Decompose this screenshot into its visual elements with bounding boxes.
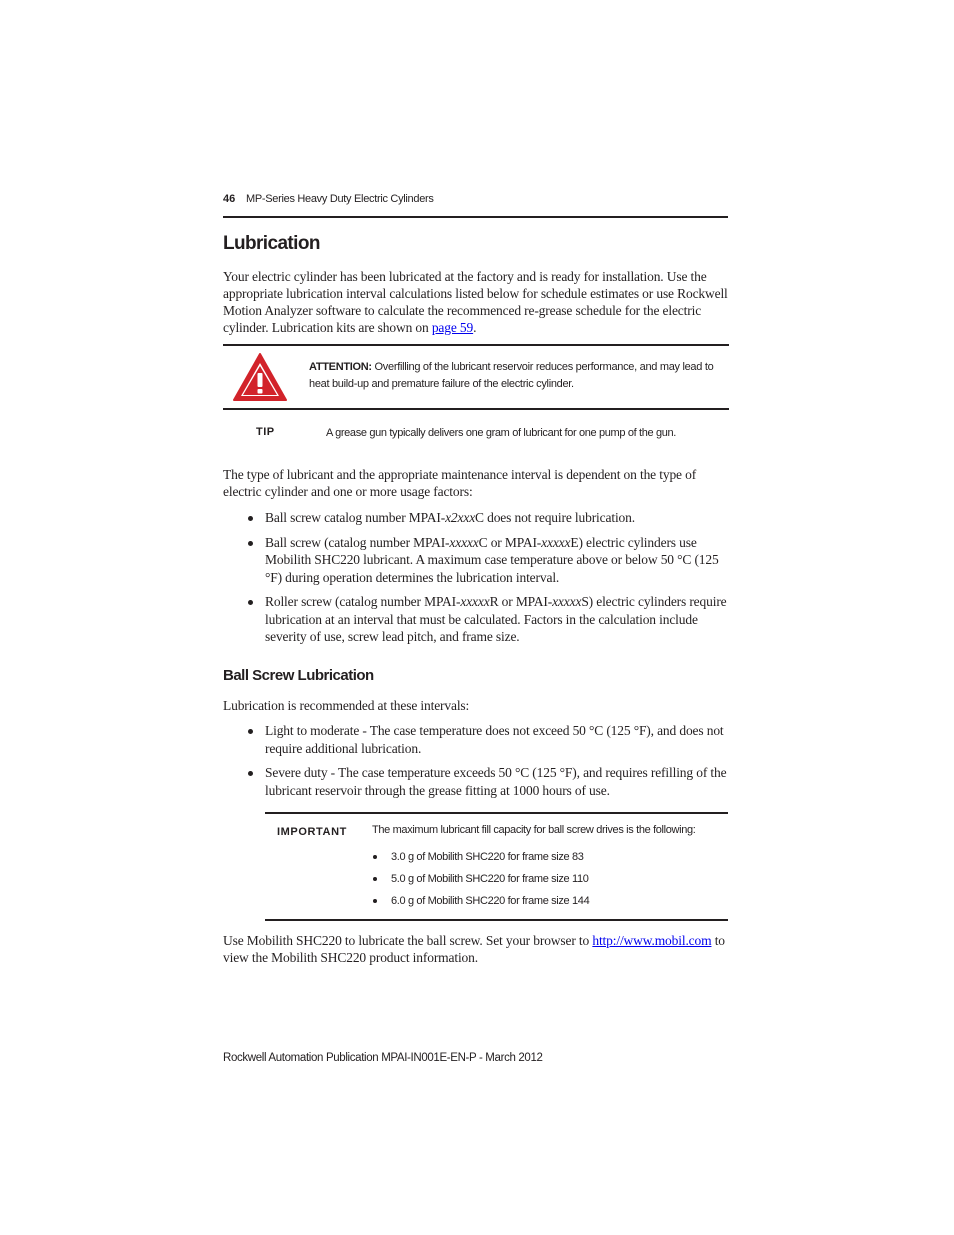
list-item: Light to moderate - The case temperature does not exceed 50 °C (125 °F), and does not require additional lubrication. [223,722,731,757]
bullet-icon [248,600,253,605]
mobil-paragraph: Use Mobilith SHC220 to lubricate the ball screw. Set your browser to http://www.mobil.com to view the Mobilith SHC220 product information. [223,933,725,965]
ball-screw-intro: Lubrication is recommended at these intervals: [223,698,470,713]
important-label: IMPORTANT [277,826,347,838]
warning-triangle-icon [232,352,288,402]
section-heading-lubrication: Lubrication [223,233,320,254]
intro-end: . [473,320,477,335]
list-item: 6.0 g of Mobilith SHC220 for frame size 144 [372,890,589,912]
list-item: Roller screw (catalog number MPAI-xxxxxR or MPAI-xxxxxS) electric cylinders require lubrication at an interval that must be calculated. Factors in the calculation include severity of use, screw lead pitch, and frame size. [223,593,731,646]
bullet-icon [373,855,377,859]
list-item: Severe duty - The case temperature exceeds 50 °C (125 °F), and requires refilling of the lubricant reservoir through the grease fitting at 1000 hours of use. [223,764,731,799]
attention-message: Overfilling of the lubricant reservoir reduces performance, and may lead to heat build-up and premature failure of the electric cylinder. [309,361,714,390]
attention-box [223,344,729,410]
bullet-icon [373,899,377,903]
bullet-icon [248,771,253,776]
page-number: 46 [223,193,236,205]
page-59-link[interactable]: page 59 [431,320,474,335]
intro-text: Your electric cylinder has been lubricated at the factory and is ready for installation. Use the appropriate lubrication interval calculations listed below for schedule estimates or use Rockwell Motion Analyzer software to calculate the recommenced re-grease schedule for the electric cylinder. Lubrication kits are shown on [223,269,728,335]
lubricant-type-paragraph: The type of lubricant and the appropriate maintenance interval is dependent on the type of electric cylinder and one or more usage factors: [223,467,697,499]
important-box [265,812,728,921]
important-text: The maximum lubricant fill capacity for ball screw drives is the following: [372,824,696,836]
header-title: MP-Series Heavy Duty Electric Cylinders [246,193,434,205]
fill-capacity-list [372,846,589,912]
subsection-heading-ball-screw: Ball Screw Lubrication [223,667,374,684]
ball-screw-interval-list [223,722,731,799]
lubrication-intro-paragraph [223,268,731,336]
bullet-icon [248,516,253,521]
bullet-icon [248,729,253,734]
tip-text: A grease gun typically delivers one gram of lubricant for one pump of the gun. [326,427,676,439]
attention-label: ATTENTION: [309,361,372,373]
publication-footer: Rockwell Automation Publication MPAI-IN001E-EN-P - March 2012 [223,1052,543,1064]
list-item: 5.0 g of Mobilith SHC220 for frame size 110 [372,868,589,890]
tip-label: TIP [256,426,275,438]
bullet-icon [248,541,253,546]
mobil-website-link[interactable]: http://www.mobil.com [592,933,712,948]
list-item: 3.0 g of Mobilith SHC220 for frame size 83 [372,846,589,868]
attention-text [309,359,719,393]
list-item: Ball screw catalog number MPAI-x2xxxC does not require lubrication. [223,509,731,527]
list-item: Ball screw (catalog number MPAI-xxxxxC or MPAI-xxxxxE) electric cylinders use Mobilith SHC220 lubricant. A maximum case temperature above or below 50 °C (125 °F) during operation determines the lubrication interval. [223,534,731,587]
page-header [223,192,728,218]
bullet-icon [373,877,377,881]
lubricant-type-list [223,509,731,646]
